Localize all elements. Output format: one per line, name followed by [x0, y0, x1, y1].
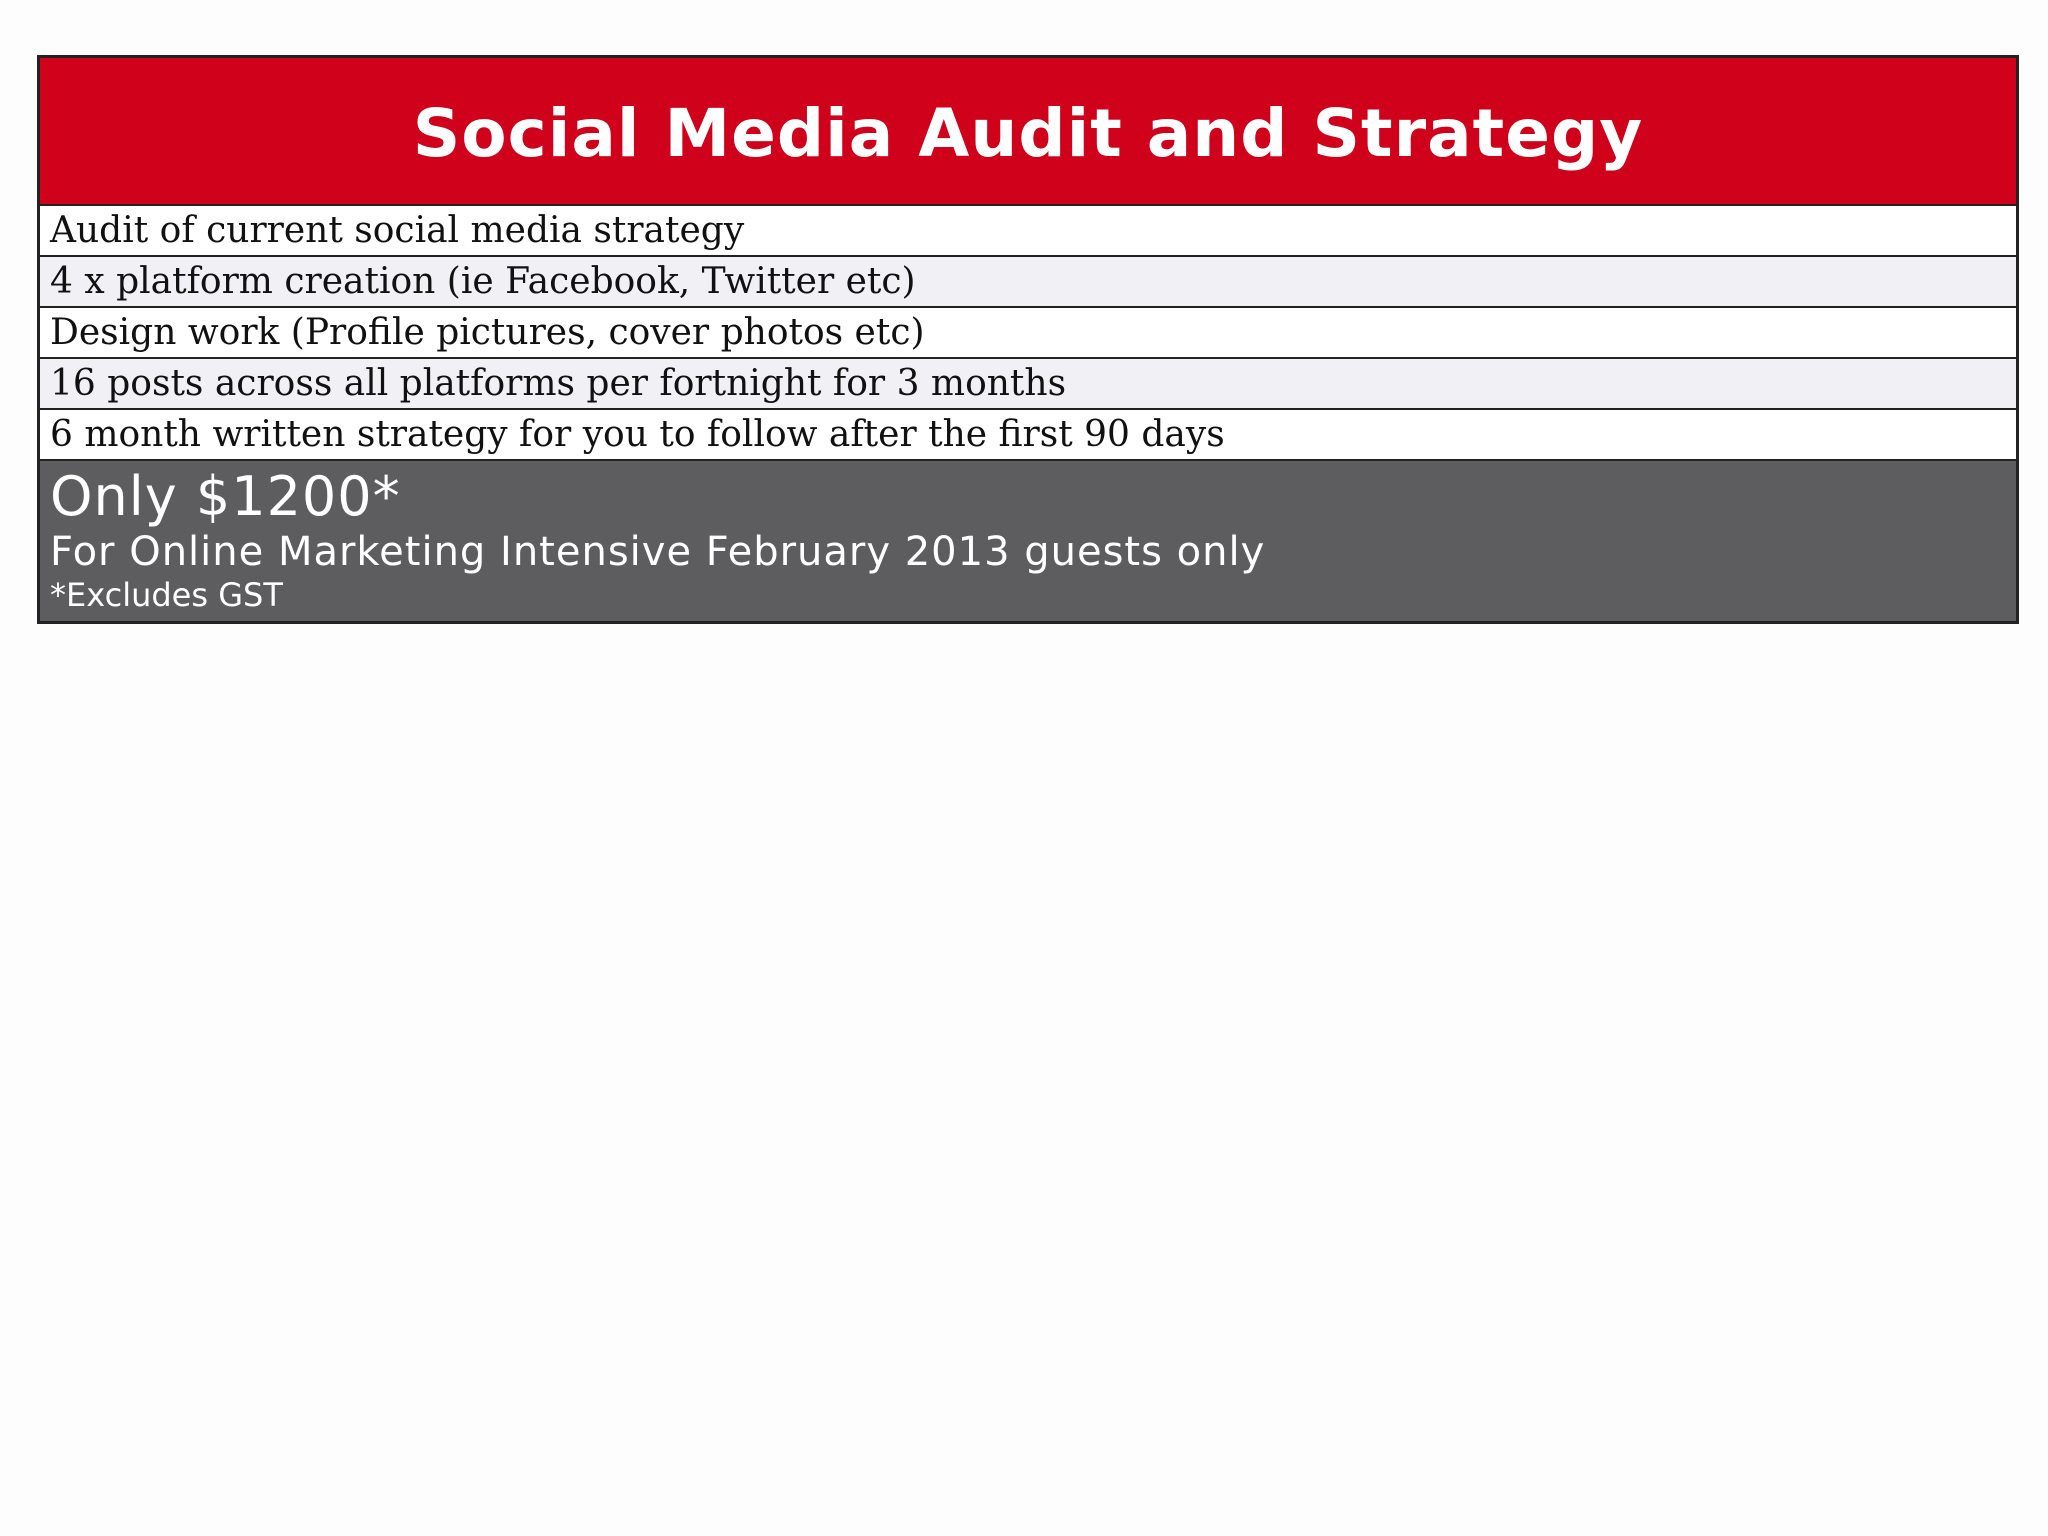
feature-text: 16 posts across all platforms per fortnight for 3 months [50, 363, 1067, 404]
price-block [40, 461, 2016, 621]
feature-row [40, 308, 2016, 359]
feature-text: Design work (Profile pictures, cover photos etc) [50, 312, 925, 353]
feature-text: 4 x platform creation (ie Facebook, Twitter etc) [50, 261, 916, 302]
eligibility-text: For Online Marketing Intensive February 2013 guests only [50, 529, 1266, 575]
feature-row [40, 206, 2016, 257]
feature-row [40, 410, 2016, 461]
feature-text: Audit of current social media strategy [50, 210, 745, 251]
price-text: Only $1200* [50, 465, 401, 528]
feature-row [40, 257, 2016, 308]
offer-title: Social Media Audit and Strategy [412, 94, 1644, 172]
gst-footnote: *Excludes GST [50, 576, 283, 614]
feature-row [40, 359, 2016, 410]
feature-text: 6 month written strategy for you to follow after the first 90 days [50, 414, 1225, 455]
offer-header [40, 58, 2016, 206]
offer-table [37, 55, 2019, 624]
